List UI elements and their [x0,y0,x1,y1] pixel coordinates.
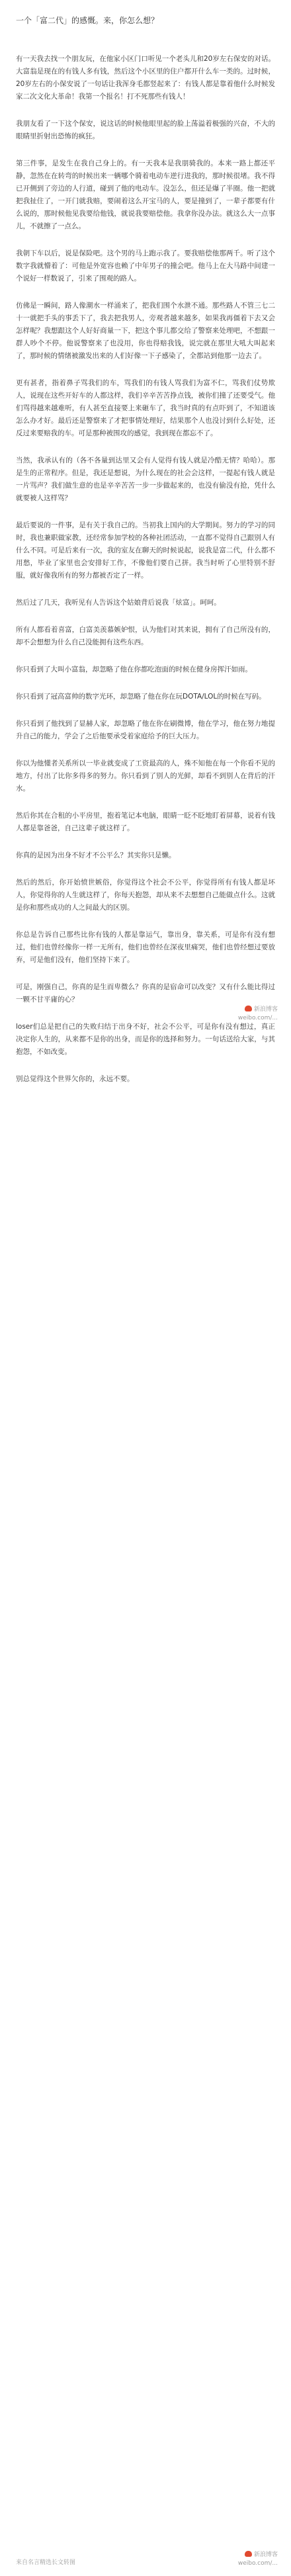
watermark-name: 新浪博客 [253,2552,278,2558]
weibo-watermark-bottom [146,2551,278,2568]
article-paragraph: 你总是告诉自己那些比你有钱的人都是靠运气，靠出身，靠关系，可是你有没有想过，他们也曾经像你一样一无所有，他们也曾经在深夜里痛哭，他们也曾经想过要放弃，可是他们没有，他们坚持下来了。 [16,931,275,964]
article-paragraph: 你只看到了大叫小富翁，却忽略了他在你都吃泡面的时候在健身房挥汗如雨。 [16,665,252,673]
footer-credit: 来自名言精选长文转图 [16,2559,76,2566]
article-body [16,53,275,1086]
article-paragraph: 有一天我去找一个朋友玩，在他家小区门口听见一个老头儿和20岁左右保安的对话。大富翁是现在的有钱人多有钱，然后这个小区里的住户都开什么车一类的。过时候，20岁左右的小保安说了一句话让我浑身毛都竖起来了：有钱人都是靠着他什么时候发家二次文化大革命！我第一个报名！打不死那些有钱人！ [16,55,275,101]
article-paragraph: 最后要说的一件事，是有关于我自己的。当初我上国内的大学期间。努力的学习的同时，我也兼职做家教，还经常参加学校的各种社团活动，一直都不觉得自己跟别人有什么不同。可是后来有一次，我的室友在聊天的时候说起，说我是富二代，什么都不用愁，毕业了家里也会安排好工作，不像他们要自己拼。我当时听了心里特别不舒服，就好像我所有的努力都被否定了一样。 [16,521,275,580]
article-paragraph: 更有甚者，指着鼻子骂我们的车，骂我们的有钱人骂我们为富不仁，骂我们仗势欺人，说现在这些开好车的人都这样，我们辛辛苦苦挣点钱，被你们撞了还要受气。他们骂得越来越难听，有人甚至直接要上来砸车了，我当时真的有点吓到了，不知道该怎么办才好。最后还是警察来了才把事情处理好，结果那个人也没讨到什么好处，还反过来要赔我的车。可是那种被围攻的感觉，我到现在都忘不了。 [16,379,275,437]
article-paragraph: loser们总是把自己的失败归结于出身不好，社会不公平，可是你有没有想过，真正决定你人生的，从来都不是你的出身，而是你的选择和努力。一句话送给大家，与其抱怨，不如改变。 [16,1023,275,1056]
article-paragraph: 我朋友看了一下这个保安，说这话的时候他眼里起的脸上荡溢着极强的兴奋，不大的眼睛里折射出恐怖的疯狂。 [16,120,275,140]
article-paragraph: 然后你其在合租的小平房里，抱着笔记本电脑，眼睛一眨不眨地盯着屏幕，说着有钱人都是靠爸爸，自己这辈子就这样了。 [16,812,275,832]
article-paragraph: 仿佛是一瞬间，路人像潮水一样涌来了，把我们围个水泄不通。那些路人不管三七二十一就把手头的事丢下了，我去把我男人，旁观者越来越多，如果我再僵着下去又会怎样呢？我想跟这个人好好商量一下，把这个事儿都交给了警察来处理吧，不想跟一群人吵个不停。他说警察来了也没用，你也得赔我钱，说完就在那里大吼大叫起来了，那时候的情绪被激发出来的人们好像一下子感染了，全都站到他那一边去了。 [16,302,275,360]
article-paragraph: 然后过了几天，我听见有人告诉这个姑娘背后说我「炫富」。呵呵。 [16,599,221,607]
article-paragraph: 当然，我承认有的（各不各量到达里又会有人觉得有钱人就是冷酷无情？哈哈）。那是生的正常程序。但是，我还是想说，为什么现在的社会会这样，一提起有钱人就是一片骂声？我们做生意的也是辛辛苦苦一步一步做起来的，也没有偷没有抢，凭什么就要被人这样骂？ [16,456,275,502]
article-paragraph: 可是，刚强自己，你真的是生而卑微么？你真的是宿命可以改变？又有什么能比得过一颗不甘平庸的心？ [16,983,275,1004]
weibo-logo-icon [245,2551,252,2557]
watermark-url: weibo.com/... [237,2560,278,2567]
article-paragraph: 所有人都看着喜富，白富美羡慕嫉妒恨，认为他们对其来说，拥有了自己所没有的，却不会想想为什么自己没能拥有这些东西。 [16,626,275,646]
article-paragraph: 你只看到了他找到了显赫人家，却忽略了他在你在刷微博，他在学习，他在努力地提升自己的能力，学会了之后他要承受着家庭给予的巨大压力。 [16,720,275,740]
article-paragraph: 别总觉得这个世界欠你的，永远不要。 [16,1075,134,1083]
watermark-name: 新浪博客 [253,1006,278,1013]
watermark-url: weibo.com/... [237,1015,278,1021]
article-paragraph: 你以为他懂者关系所以一毕业就变成了工资最高的人，殊不知他在每一个你看不见的地方，付出了比你多得多的努力。你只看到了别人的光鲜，却看不到别人在背后的汗水。 [16,759,275,793]
article-paragraph: 然后的然后，你开始愤世嫉俗，你觉得这个社会不公平，你觉得所有有钱人都是坏人，你觉得你的人生就这样了，你每天抱怨，却从来不去想想自己能做点什么。这就是你和那些成功的人之间最大的区别。 [16,879,275,912]
weibo-logo-icon [245,1006,252,1011]
article-paragraph: 我朝下车以后，说是保险吧。这个男的马上跑示我了。要我赔偿他那两千。听了这个数字我就懵着了：可他是外宽容也赖了中年男子的撞会吧。他马上在大马路中间建一个说好一样数说了，引来了围观的路人。 [16,249,275,282]
article-title: 一个「富二代」的感慨。来，你怎么想？ [16,16,159,25]
article-paragraph: 你只看到了冠高富帅的数字光环，却忽略了他在你在玩DOTA/LOL的时候在写码。 [16,693,266,701]
article-paragraph: 你真的是因为出身不好才不公平么？其实你只是懒。 [16,851,176,859]
article-paragraph: 第三件事，是发生在我自己身上的。有一天我本是我朋骑我的。本来一路上都还平静，忽然在在转弯的时候出来一辆哪个骑着电动车逆行进我的，那时候很堵。我不得已开侧到了旁边的人行道，碰到了他的电动车。没怎么，但还是爆了半圈。他一把就把我扯住了，一开门就我赔，要闹着这么开宝马的人，要是撞到了，一辈子都要有什么说的，那时候他见我要给他钱，就说我要赔偿他。我拿你没办法。就这么大一点事儿，不就擦了一点么。 [16,159,275,230]
weibo-watermark [146,1006,278,1023]
